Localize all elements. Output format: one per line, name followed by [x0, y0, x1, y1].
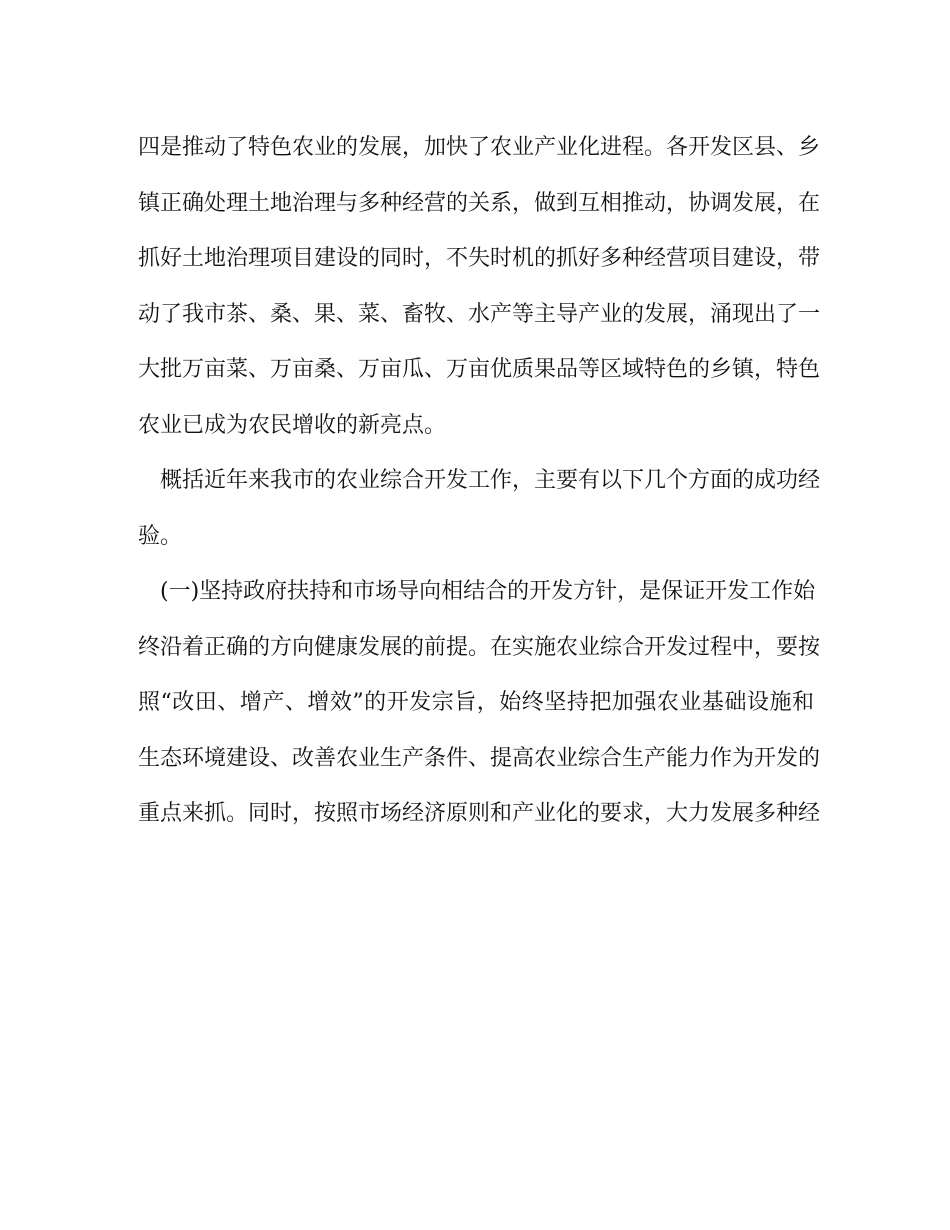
- text-line: 镇正确处理土地治理与多种经营的关系，做到互相推动，协调发展，在: [138, 190, 821, 216]
- text-line: 抓好土地治理项目建设的同时，不失时机的抓好多种经营项目建设，带: [138, 246, 821, 271]
- text-line: 重点来抓。同时，按照市场经济原则和产业化的要求，大力发展多种经: [138, 801, 821, 826]
- text-line: 四是推动了特色农业的发展，加快了农业产业化进程。各开发区县、乡: [138, 135, 821, 160]
- text-line: 大批万亩菜、万亩桑、万亩瓜、万亩优质果品等区域特色的乡镇，特色: [138, 357, 821, 382]
- body-text: [138, 120, 821, 842]
- text-line: 概括近年来我市的农业综合开发工作，主要有以下几个方面的成功经: [160, 468, 821, 493]
- text-line: 农业已成为农民增收的新亮点。: [138, 412, 447, 438]
- text-line: 终沿着正确的方向健康发展的前提。在实施农业综合开发过程中，要按: [138, 634, 821, 660]
- text-line: (一)坚持政府扶持和市场导向相结合的开发方针，是保证开发工作始: [160, 579, 816, 604]
- text-line: 生态环境建设、改善农业生产条件、提高农业综合生产能力作为开发的: [138, 745, 821, 771]
- paragraph-1: [138, 120, 821, 453]
- text-line: 照“改田、增产、增效”的开发宗旨，始终坚持把加强农业基础设施和: [138, 690, 814, 715]
- text-line: 验。: [138, 523, 183, 549]
- paragraph-3: [138, 564, 821, 842]
- text-line: 动了我市茶、桑、果、菜、畜牧、水产等主导产业的发展，涌现出了一: [138, 301, 821, 327]
- paragraph-2: [138, 453, 821, 564]
